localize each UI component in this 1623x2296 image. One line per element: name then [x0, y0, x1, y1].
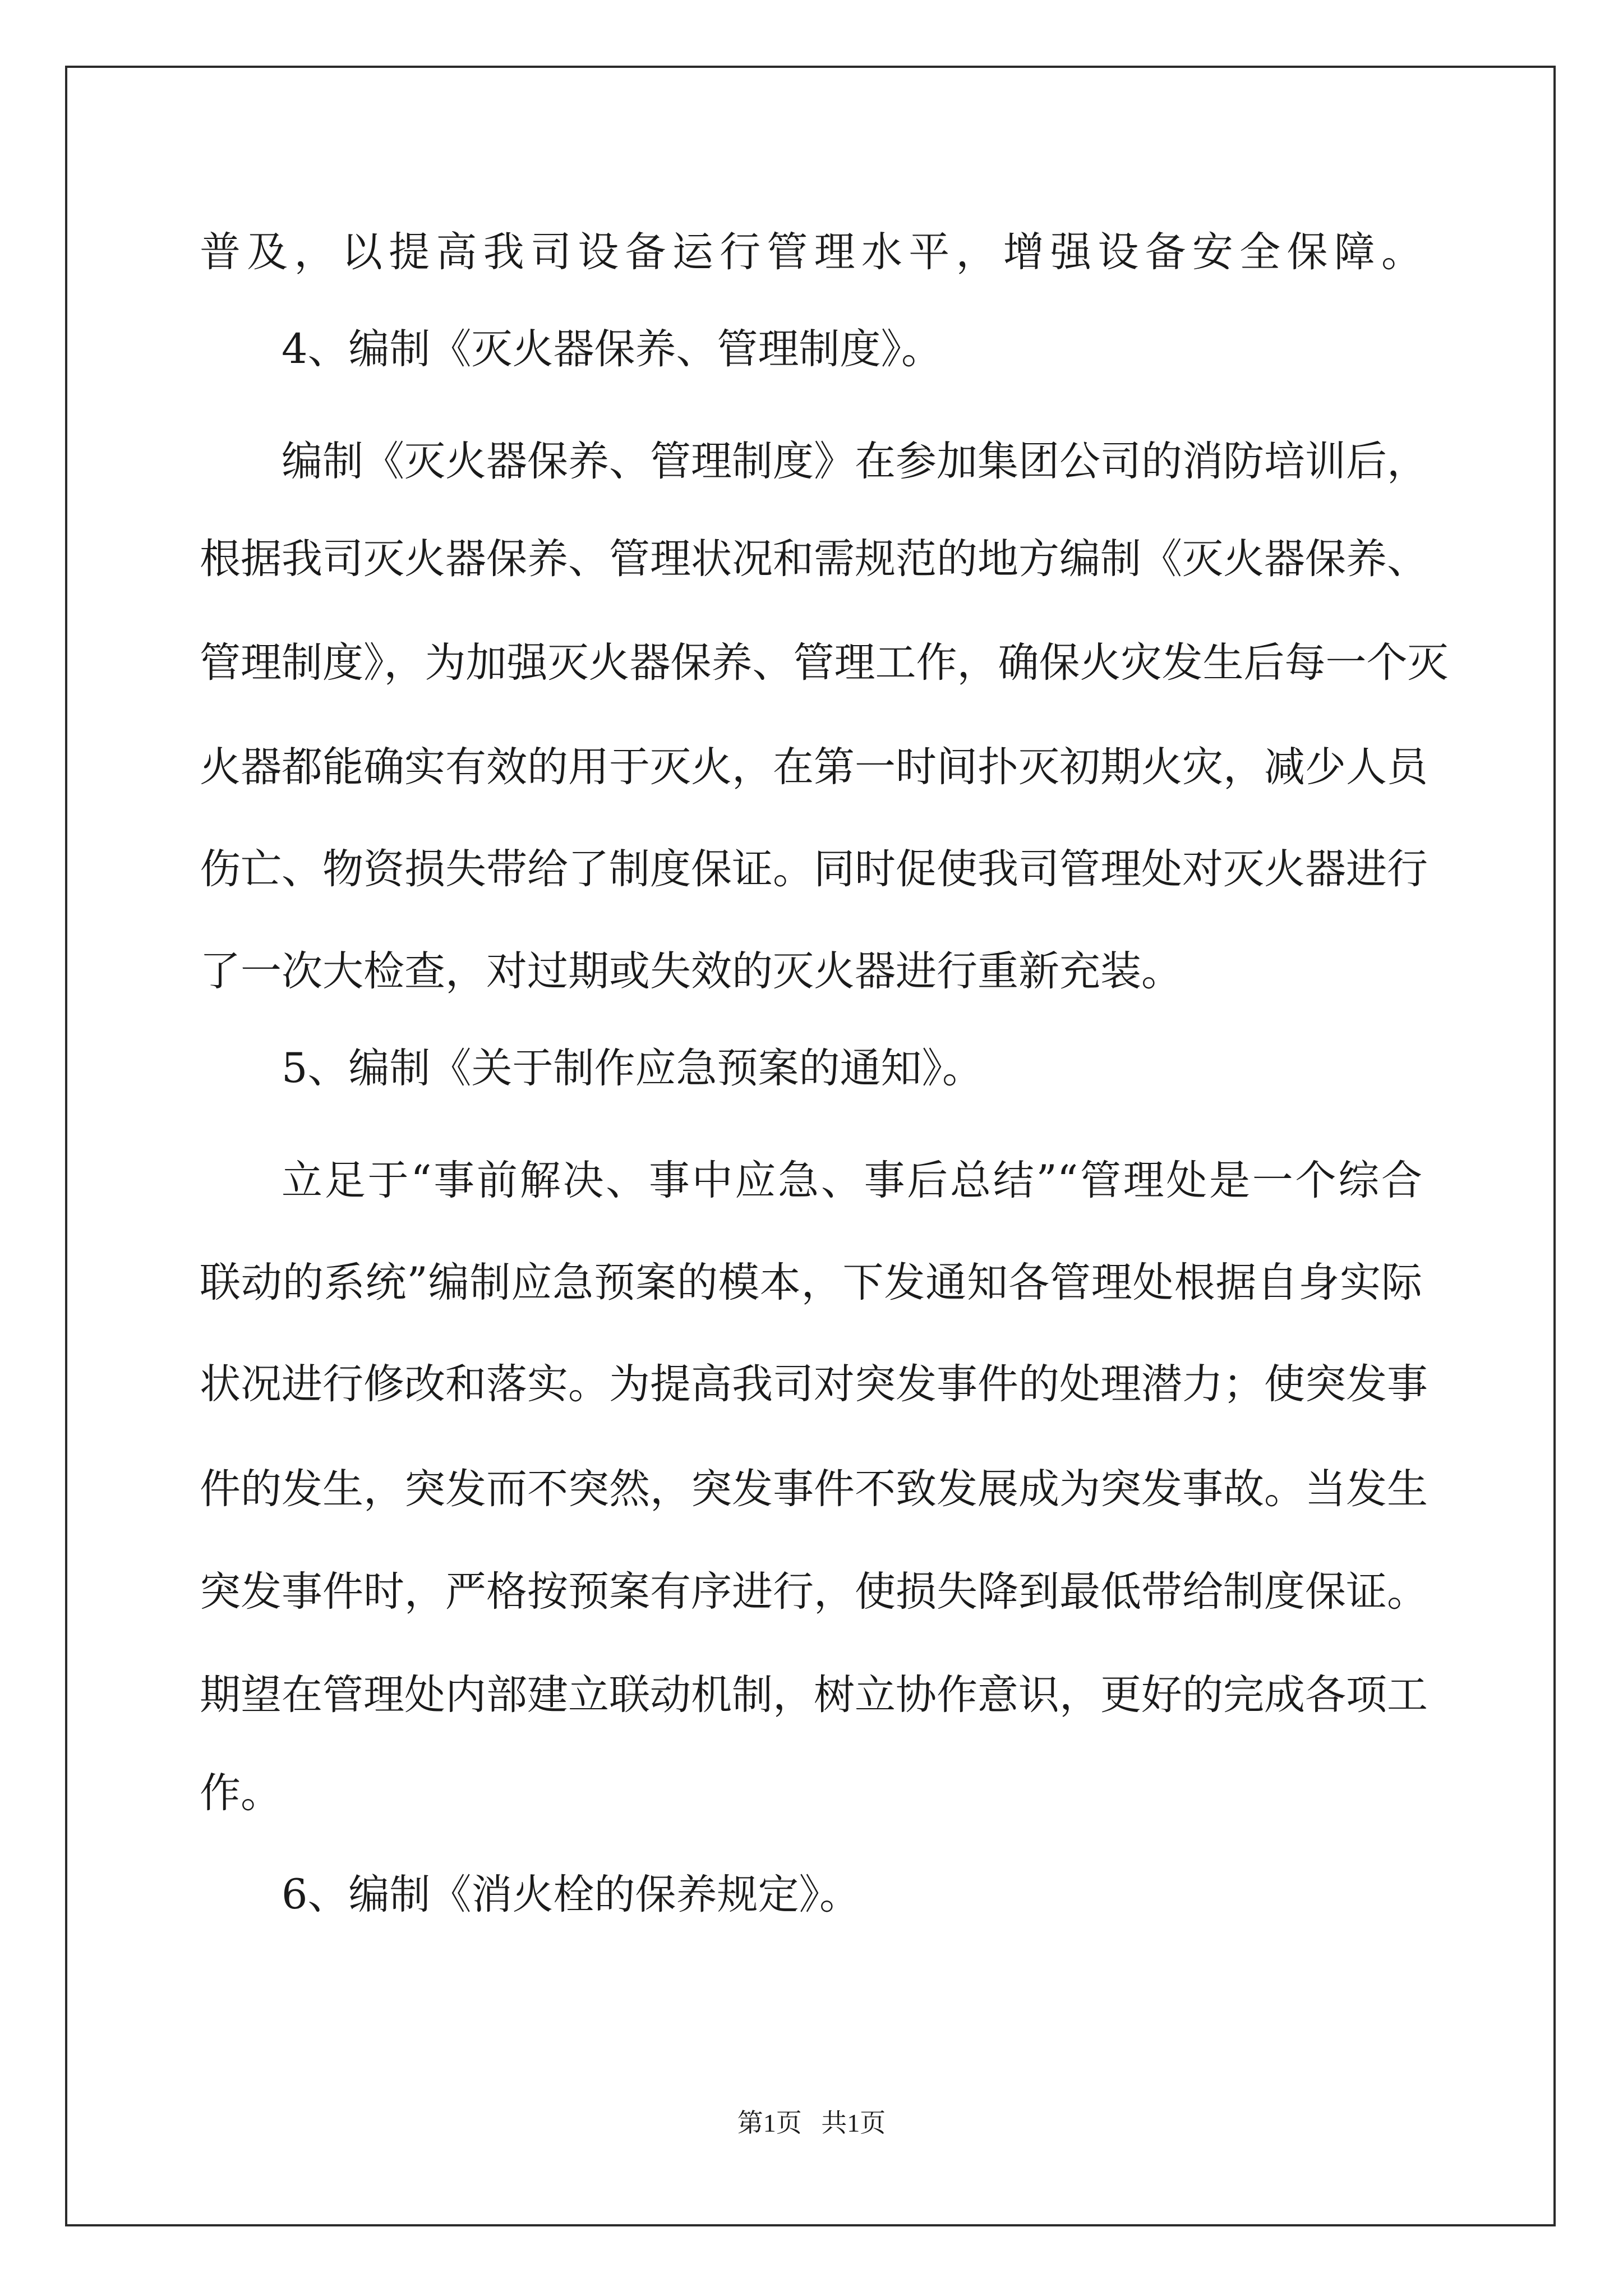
paragraph-line: 联动的系统”编制应急预案的模本，下发通知各管理处根据自身实际	[200, 1259, 1422, 1306]
section-heading-5: 5、编制《关于制作应急预案的通知》。	[282, 1045, 983, 1092]
paragraph-line: 了一次大检查，对过期或失效的灭火器进行重新充装。	[200, 947, 1182, 995]
paragraph-line: 普及，以提高我司设备运行管理水平，增强设备安全保障。	[200, 228, 1422, 276]
paragraph-line: 立足于“事前解决、事中应急、事后总结”“管理处是一个综合	[282, 1157, 1422, 1204]
page-footer: 第1页 共1页	[737, 2109, 886, 2137]
paragraph-line: 突发事件时，严格按预案有序进行，使损失降到最低带给制度保证。	[200, 1568, 1428, 1616]
paragraph-line: 编制《灭火器保养、管理制度》在参加集团公司的消防培训后，	[282, 438, 1428, 485]
paragraph-line: 根据我司灭火器保养、管理状况和需规范的地方编制《灭火器保养、	[200, 535, 1428, 583]
paragraph-line: 期望在管理处内部建立联动机制，树立协作意识，更好的完成各项工	[200, 1671, 1428, 1719]
section-heading-6: 6、编制《消火栓的保养规定》。	[282, 1871, 860, 1918]
section-heading-4: 4、编制《灭火器保养、管理制度》。	[282, 325, 942, 373]
paragraph-line: 状况进行修改和落实。为提高我司对突发事件的处理潜力；使突发事	[200, 1360, 1428, 1408]
paragraph-line: 件的发生，突发而不突然，突发事件不致发展成为突发事故。当发生	[200, 1465, 1428, 1513]
paragraph-line: 作。	[200, 1769, 282, 1817]
paragraph-line: 管理制度》，为加强灭火器保养、管理工作，确保火灾发生后每一个灭	[200, 639, 1449, 687]
paragraph-line: 火器都能确实有效的用于灭火，在第一时间扑灭初期火灾，减少人员	[200, 743, 1428, 791]
paragraph-line: 伤亡、物资损失带给了制度保证。同时促使我司管理处对灭火器进行	[200, 845, 1428, 893]
